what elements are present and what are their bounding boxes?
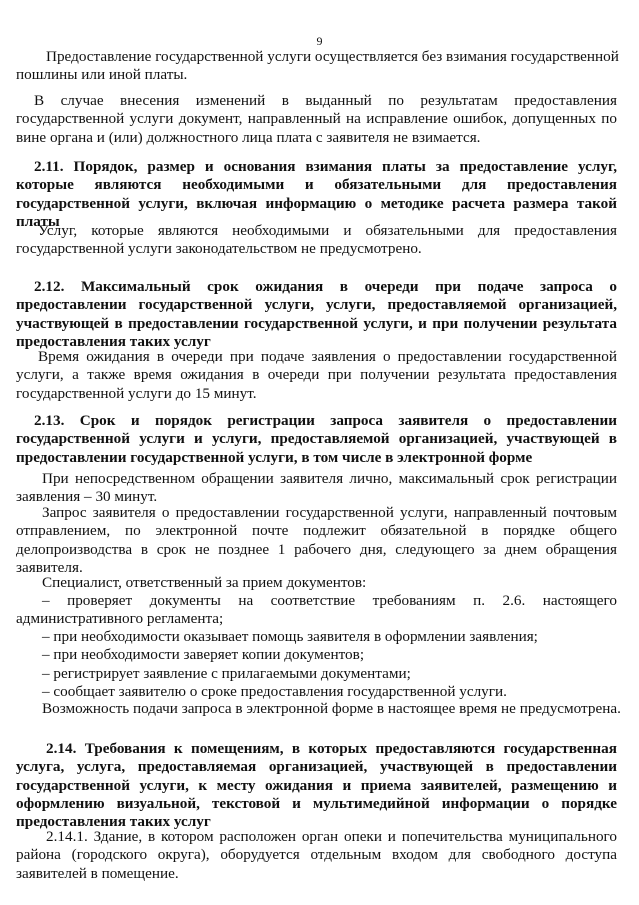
paragraph-fee-free (16, 48, 617, 85)
heading-line: 2.14. Требования к помещениям, в которых предоставляются государственная (46, 740, 617, 757)
heading-line: государственной услуги и услуги, предоставляемой организацией, участвующей в (16, 430, 617, 448)
text-line: отправлением, по электронной почте подлежит обязательной в порядке общего (16, 522, 617, 540)
text-line: Предоставление государственной услуги осуществляется без взимания государственной (46, 48, 619, 65)
text-line: делопроизводства в срок не позднее 1 рабочего дня, следующего за днем обращения (16, 540, 617, 558)
text-line: государственной услуги законодательством не предусмотрено. (16, 240, 422, 258)
heading-line: предоставления таких услуг (16, 332, 211, 350)
text-line: Специалист, ответственный за прием документов: (42, 574, 367, 591)
heading-line: 2.13. Срок и порядок регистрации запроса заявителя о предоставлении (34, 412, 617, 429)
list-item: – при необходимости оказывает помощь заявителя в оформлении заявления; (42, 628, 538, 645)
heading-line: участвующей в предоставлении государственной услуги, и при получении результата (16, 314, 617, 332)
paragraph-2-13-mail (16, 504, 617, 577)
heading-line: 2.12. Максимальный срок ожидания в очереди при подаче запроса о (34, 278, 617, 295)
heading-2-11 (16, 158, 617, 231)
list-item-checks (16, 592, 617, 629)
paragraph-specialist (16, 574, 617, 592)
heading-line: государственной услуги, к месту ожидания и приема заявителей, размещению и (16, 776, 617, 794)
text-line: Услуг, которые являются необходимыми и обязательными для предоставления (38, 222, 617, 239)
text-line: государственной услуги до 15 минут. (16, 384, 257, 402)
heading-2-12 (16, 278, 617, 351)
heading-line: предоставления таких услуг (16, 813, 211, 831)
paragraph-2-11 (16, 222, 617, 259)
text-line: – проверяет документы на соответствие требованиям п. 2.6. настоящего (42, 592, 617, 609)
heading-line: услуга, услуга, предоставляемая организацией, участвующей в предоставлении (16, 758, 617, 776)
text-line: вине органа и (или) должностного лица плата с заявителя не взимается. (16, 128, 481, 146)
heading-line: оформлению визуальной, текстовой и мультимедийной информации о порядке (16, 794, 617, 812)
heading-line: которые являются необходимыми и обязательными для предоставления (16, 176, 617, 194)
heading-2-14 (16, 740, 617, 831)
text-line: заявителей в помещение. (16, 864, 179, 882)
text-line: Возможность подачи запроса в электронной форме в настоящее время не предусмотрена. (42, 700, 621, 717)
text-line: административного регламента; (16, 610, 224, 628)
page-number: 9 (316, 34, 323, 48)
text-line: При непосредственном обращении заявителя лично, максимальный срок регистрации (42, 470, 617, 487)
heading-line: платы (16, 212, 60, 230)
heading-line: предоставлении государственной услуги, услуги, предоставляемой организацией, (16, 296, 617, 314)
paragraph-electronic (16, 700, 621, 718)
heading-line: предоставлении государственной услуги, в том числе в электронной форме (16, 448, 533, 466)
text-line: В случае внесения изменений в выданный по результатам предоставления (34, 92, 617, 109)
paragraph-2-12 (16, 348, 617, 403)
heading-line: государственной услуги, включая информацию о методике расчета размера такой (16, 194, 617, 212)
heading-line: 2.11. Порядок, размер и основания взимания платы за предоставление услуг, (34, 158, 617, 175)
list-item: – сообщает заявителю о сроке предоставления государственной услуги. (42, 682, 507, 700)
paragraph-corrections (16, 92, 617, 147)
text-line: заявителя. (16, 558, 83, 576)
list-item: – регистрирует заявление с прилагаемыми документами; (42, 664, 411, 682)
text-line: Время ожидания в очереди при подаче заявления о предоставлении государственной (38, 348, 617, 365)
list-item: – при необходимости заверяет копии документов; (42, 646, 365, 664)
text-line: 2.14.1. Здание, в котором расположен орган опеки и попечительства муниципального (46, 828, 617, 845)
heading-2-13 (16, 412, 617, 467)
text-line: района (городского округа), оборудуется отдельным входом для свободного доступа (16, 846, 617, 864)
text-line: заявления – 30 минут. (16, 488, 158, 506)
paragraph-2-13-personal (16, 470, 617, 507)
duties-list (16, 628, 617, 701)
paragraph-2-14-1 (16, 828, 617, 883)
text-line: пошлины или иной платы. (16, 66, 188, 84)
text-line: государственной услуги документ, направленный на исправление ошибок, допущенных по (16, 110, 617, 128)
text-line: Запрос заявителя о предоставлении государственной услуги, направленный почтовым (42, 504, 617, 521)
text-line: услуги, а также время ожидания в очереди при получении результата предоставления (16, 366, 617, 384)
